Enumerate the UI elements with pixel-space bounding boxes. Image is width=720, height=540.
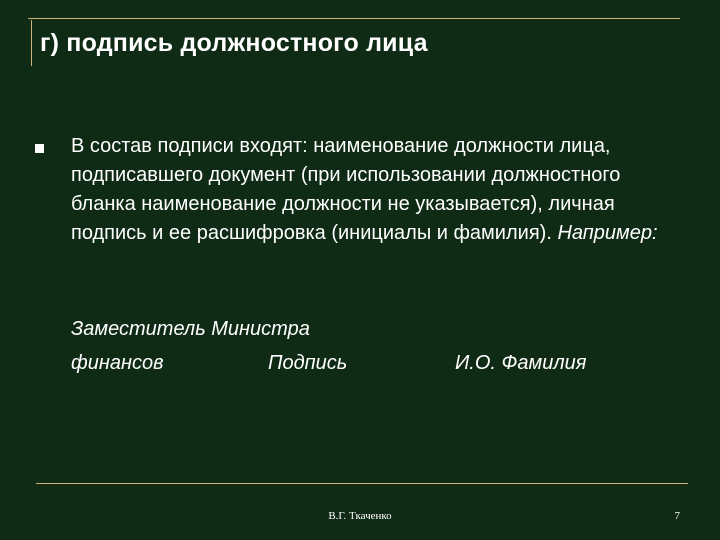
footer-rule — [36, 483, 688, 484]
title-top-rule — [28, 18, 680, 19]
signature-position-line1: Заместитель Министра — [71, 318, 310, 340]
example-word: Например: — [557, 222, 658, 244]
bullet-body: В состав подписи входят: наименование должности лица, подписавшего документ (при использовании должностного бланка наименование должности не указывается), личная подпись и ее расшифровка (инициалы и фамилия). — [71, 135, 621, 244]
bullet-square-icon — [35, 144, 44, 153]
signature-position-line2: финансов — [71, 352, 164, 374]
signature-placeholder: Подпись — [268, 352, 348, 374]
signature-name: И.О. Фамилия — [455, 352, 587, 374]
slide-title: г) подпись должностного лица — [40, 29, 428, 57]
bullet-text — [71, 132, 671, 248]
footer-author: В.Г. Ткаченко — [328, 510, 392, 522]
page-number: 7 — [674, 510, 680, 522]
title-left-rule — [31, 20, 32, 66]
